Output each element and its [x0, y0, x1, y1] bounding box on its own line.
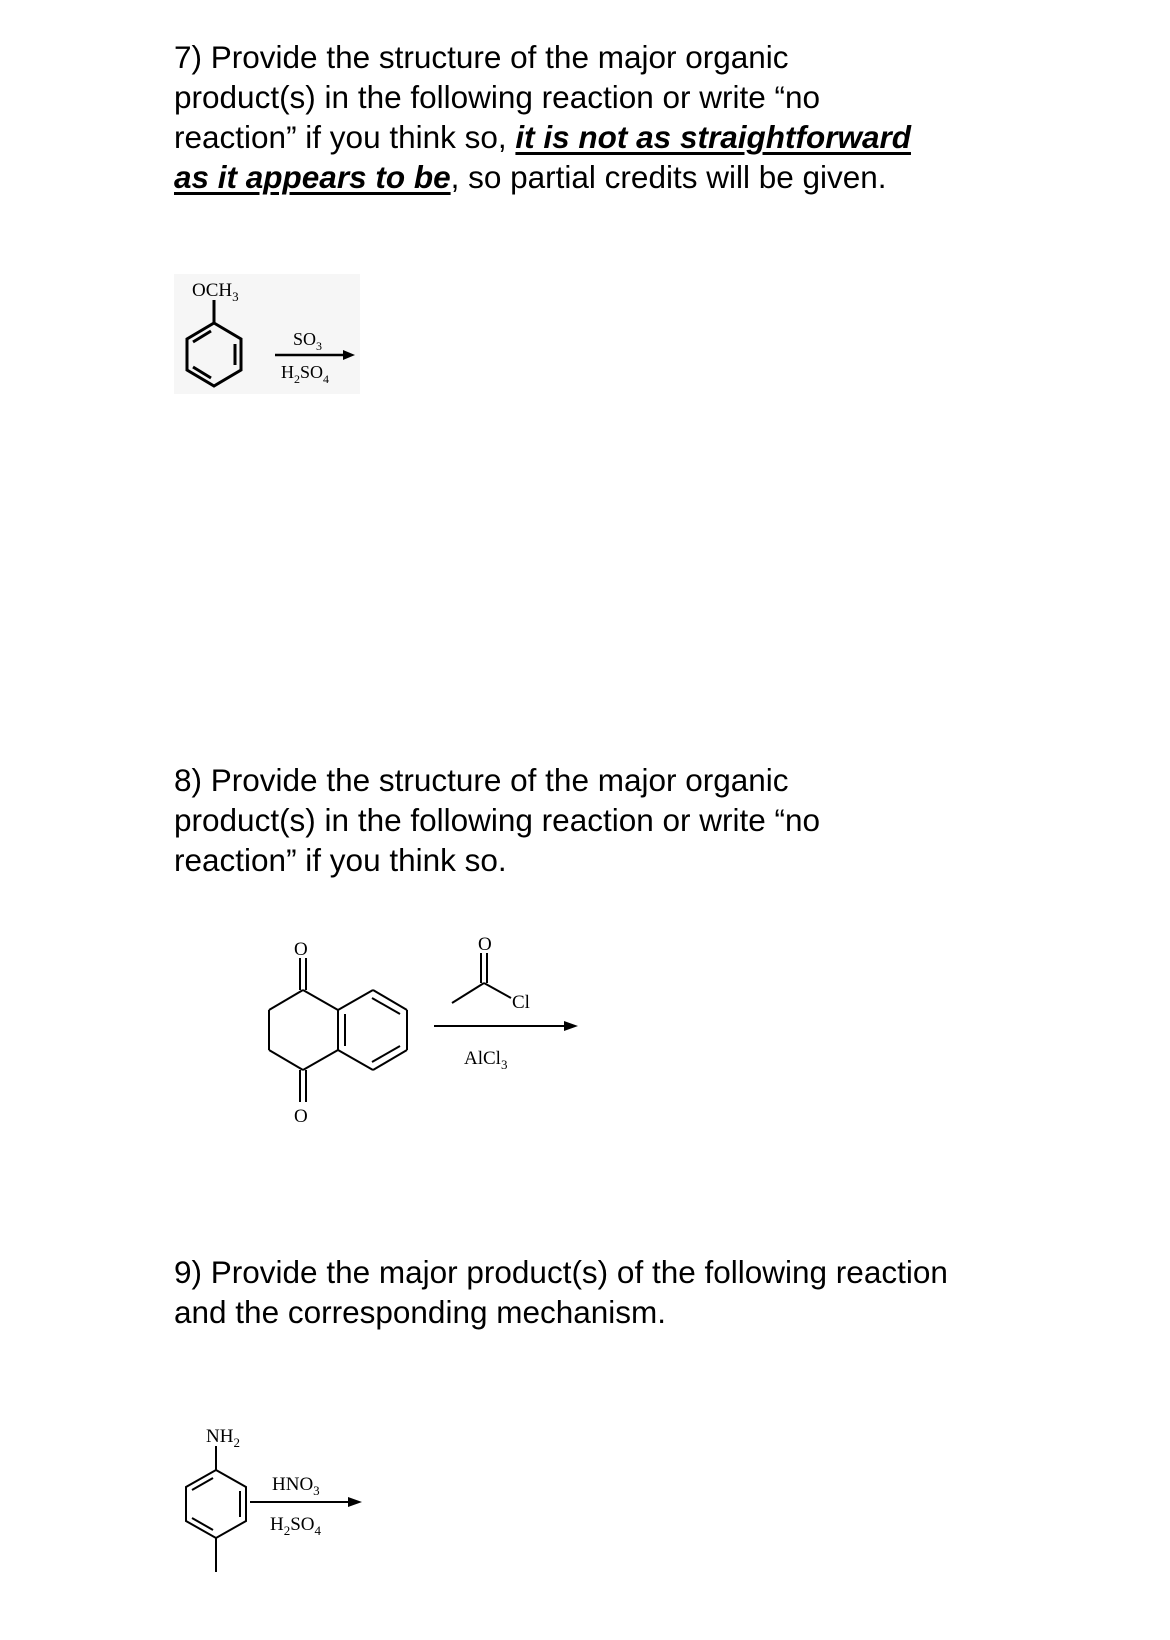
- q8-acyl-chloride-label: Cl: [512, 992, 530, 1013]
- q9-reagent-top: $HNO_3$: [272, 1474, 320, 1498]
- q9-benzene-ring: [186, 1446, 246, 1572]
- q9-line-1: 9) Provide the major product(s) of the following reaction: [174, 1254, 948, 1290]
- q7-line-2: product(s) in the following reaction or write “no: [174, 79, 821, 115]
- q8-line-1: 8) Provide the structure of the major organic: [174, 762, 789, 798]
- q9-reagent-bottom: $H_2SO_4$: [270, 1514, 322, 1538]
- q7-emphasis-a: it is not as straightforward: [515, 119, 911, 155]
- q7-emphasis-b: as it appears to be: [174, 159, 451, 195]
- q7-line-1: 7) Provide the structure of the major organic: [174, 39, 789, 75]
- q7-reagent-top: $SO_3$: [293, 329, 323, 353]
- q7-line-3: reaction” if you think so,: [174, 119, 516, 155]
- q8-oxygen-bottom: O: [294, 1106, 308, 1127]
- q9-line-2: and the corresponding mechanism.: [174, 1294, 667, 1330]
- q8-acyl-oxygen: O: [478, 934, 492, 955]
- q7-line-4: , so partial credits will be given.: [450, 159, 887, 195]
- q9-substituent-label: $NH_2$: [206, 1426, 240, 1450]
- q7-reagent-bottom: $H_2SO_4$: [281, 362, 330, 386]
- q9-reaction-arrow: [250, 1497, 362, 1507]
- q8-catalyst-label: AlCl$_3$: [464, 1048, 508, 1072]
- q8-line-3: reaction” if you think so.: [174, 842, 507, 878]
- q8-oxygen-top: O: [294, 939, 308, 960]
- q8-line-2: product(s) in the following reaction or write “no: [174, 802, 821, 838]
- q7-substituent-label: $OCH_3$: [192, 280, 239, 304]
